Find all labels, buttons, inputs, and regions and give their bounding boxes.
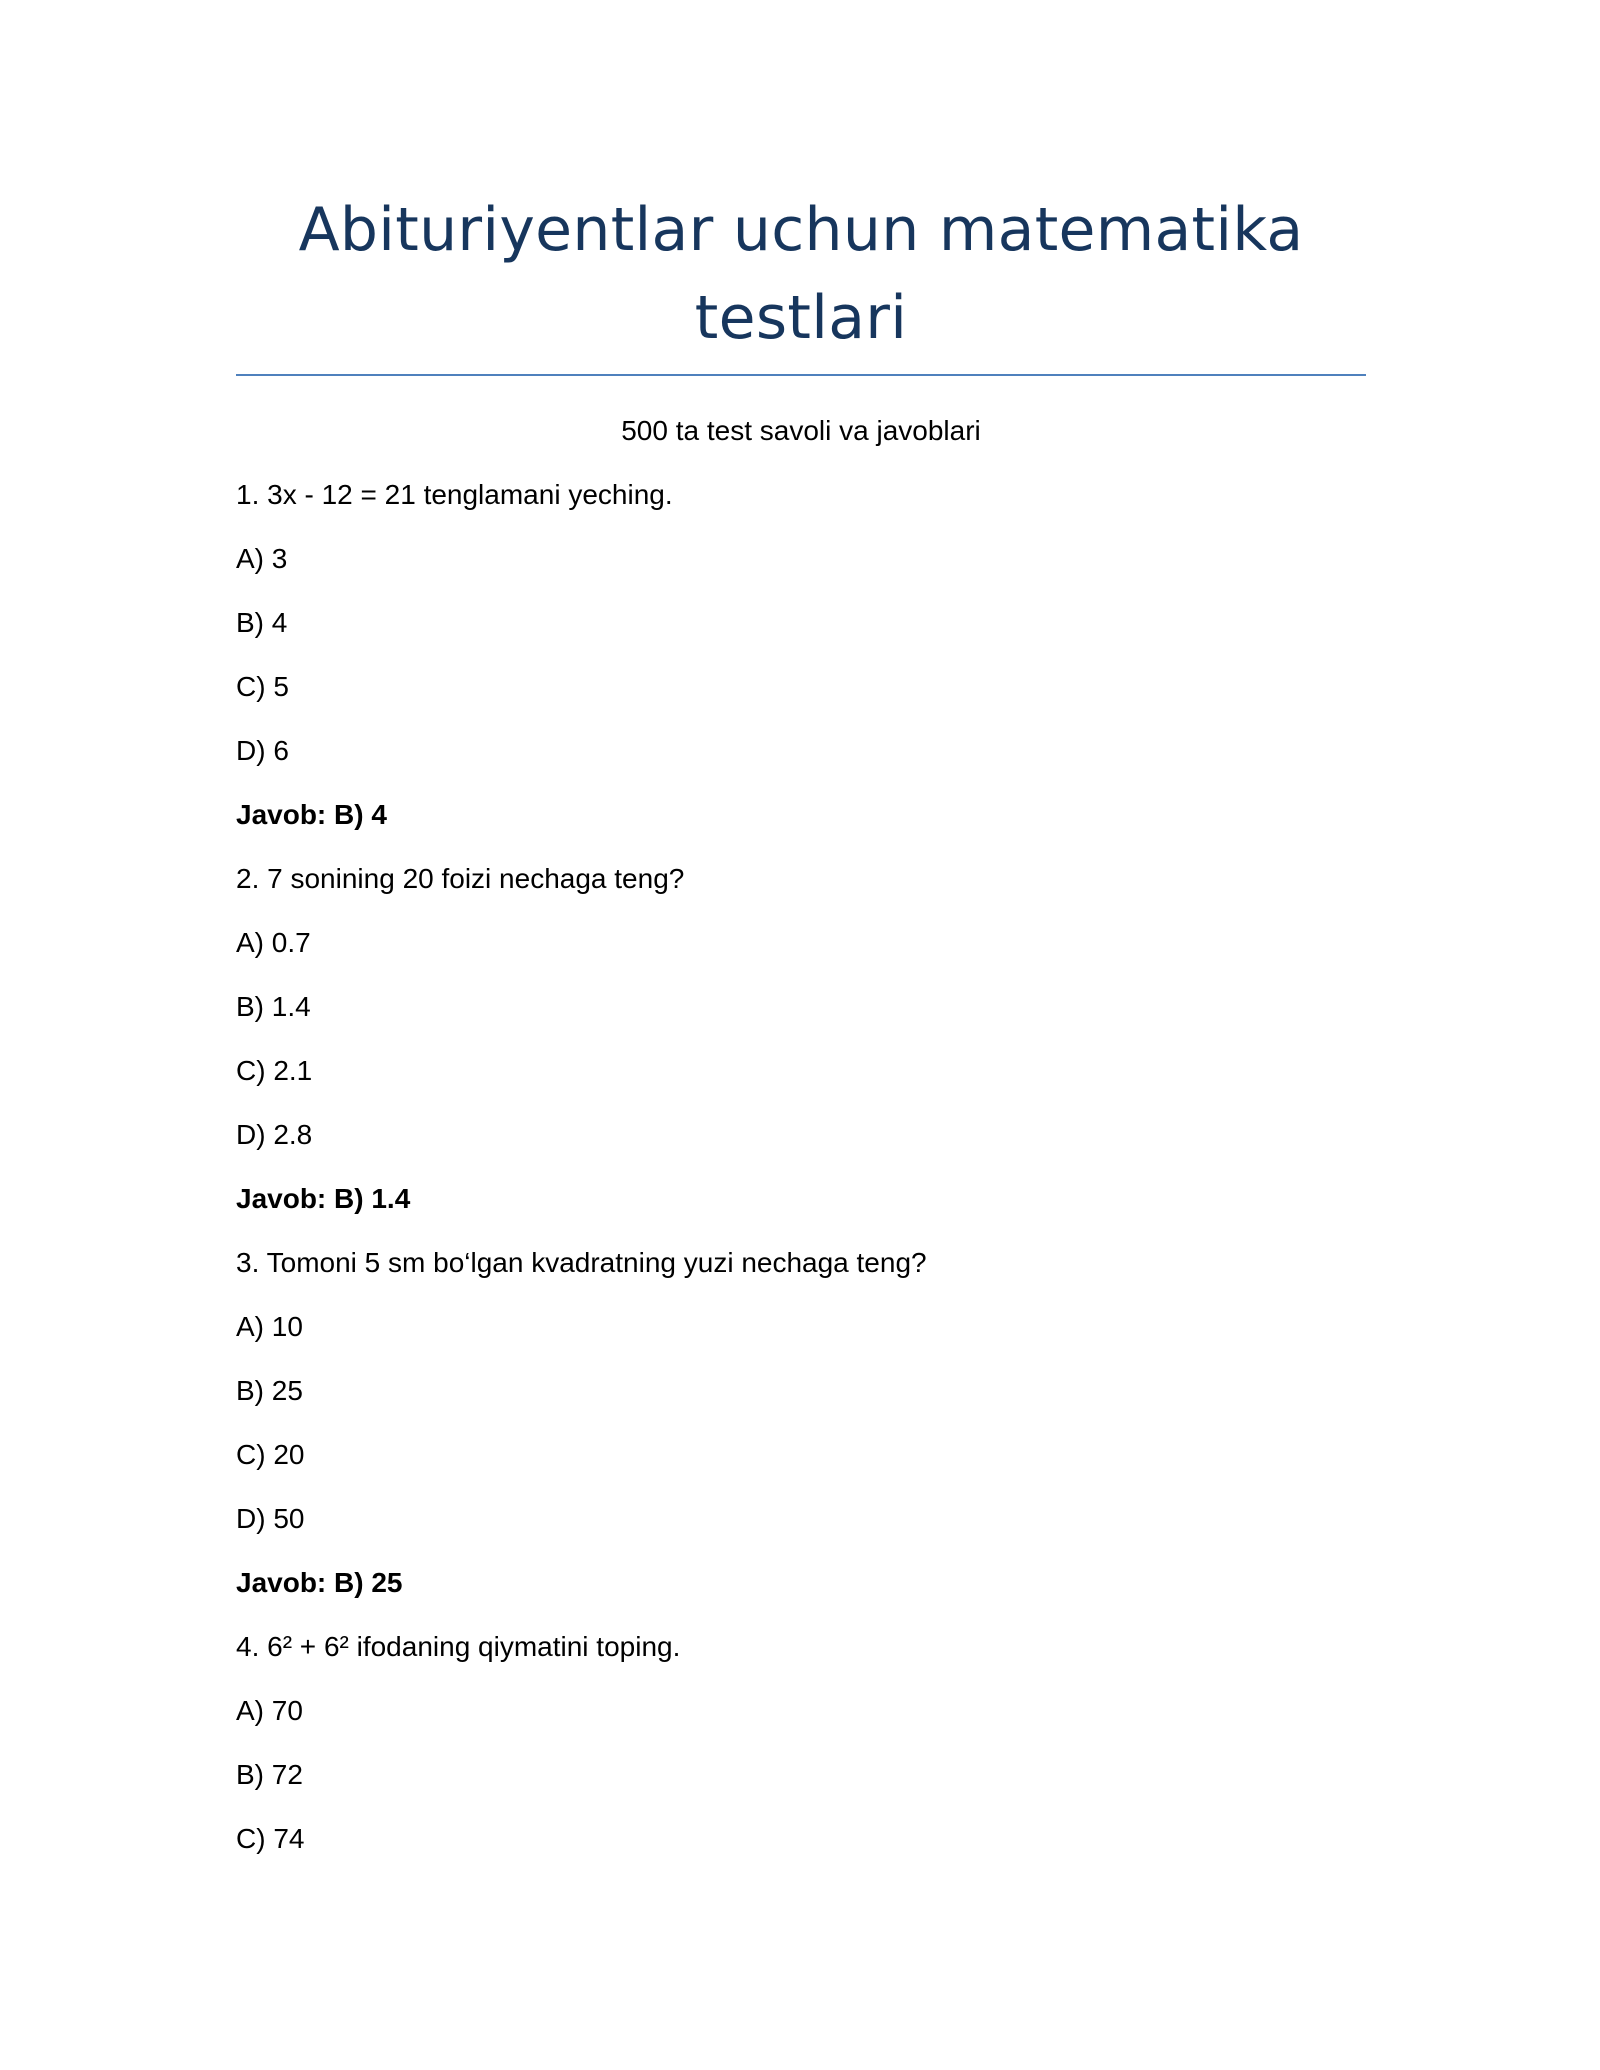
answer-option: A) 3 — [236, 543, 288, 574]
document-subtitle: 500 ta test savoli va javoblari — [621, 415, 981, 446]
answer-option: C) 5 — [236, 671, 289, 702]
answer-option: D) 2.8 — [236, 1119, 313, 1150]
document-page — [236, 186, 1366, 1886]
document-title: Abituriyentlar uchun matematika testlari — [298, 195, 1304, 353]
question-text: 4. 6² + 6² ifodaning qiymatini toping. — [236, 1631, 681, 1662]
correct-answer: Javob: B) 4 — [236, 799, 387, 830]
answer-option: B) 4 — [236, 607, 288, 638]
answer-option: C) 74 — [236, 1823, 305, 1854]
correct-answer: Javob: B) 1.4 — [236, 1183, 411, 1214]
answer-option: C) 2.1 — [236, 1055, 313, 1086]
answer-option: A) 10 — [236, 1311, 303, 1342]
answer-option: A) 70 — [236, 1695, 303, 1726]
answer-option: B) 1.4 — [236, 991, 311, 1022]
answer-option: A) 0.7 — [236, 927, 311, 958]
answer-option: D) 50 — [236, 1503, 305, 1534]
answer-option: C) 20 — [236, 1439, 305, 1470]
question-list — [236, 478, 1366, 1856]
answer-option: D) 6 — [236, 735, 289, 766]
answer-option: B) 72 — [236, 1759, 303, 1790]
correct-answer: Javob: B) 25 — [236, 1567, 403, 1598]
answer-option: B) 25 — [236, 1375, 303, 1406]
question-text: 3. Tomoni 5 sm bo‘lgan kvadratning yuzi nechaga teng? — [236, 1247, 927, 1278]
question-text: 2. 7 sonining 20 foizi nechaga teng? — [236, 863, 685, 894]
title-divider — [236, 374, 1366, 376]
question-text: 1. 3x - 12 = 21 tenglamani yeching. — [236, 479, 673, 510]
